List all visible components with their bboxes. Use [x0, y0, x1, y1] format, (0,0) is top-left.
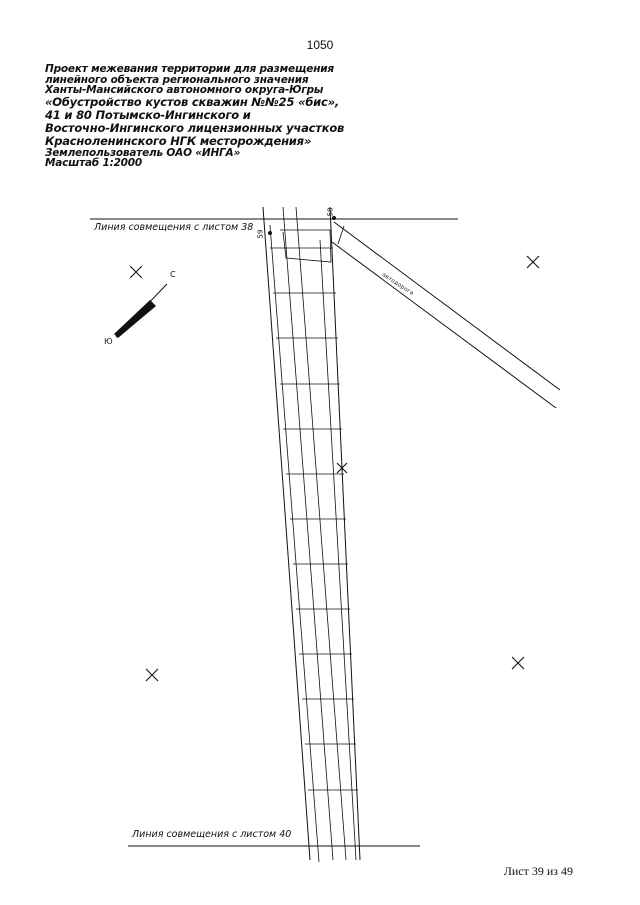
- title-line: Восточно-Ингинского лицензионных участков: [45, 120, 345, 135]
- match-line-label-top: Линия совмещения с листом 38: [94, 222, 254, 233]
- road-boundary: [338, 226, 344, 244]
- corridor-boundary-left-inner: [270, 225, 319, 862]
- corridor-line: [296, 207, 346, 860]
- compass-north-label: С: [170, 270, 176, 279]
- scale-line: Масштаб 1:2000: [45, 157, 142, 170]
- north-arrow-icon: [114, 284, 167, 338]
- match-line-label-bottom: Линия совмещения с листом 40: [132, 829, 292, 840]
- title-line: «Обустройство кустов скважин №№25 «бис»,: [45, 94, 340, 109]
- title-line: линейного объекта регионального значения: [45, 73, 309, 86]
- survey-point: [268, 231, 272, 235]
- point-label: 59: [256, 229, 265, 239]
- sheet-number: Лист 39 из 49: [503, 864, 573, 878]
- corridor-boundary-right-inner: [320, 240, 356, 860]
- page-number: 1050: [306, 38, 334, 52]
- corridor-line: [283, 207, 333, 860]
- survey-point: [332, 216, 336, 220]
- corridor-top-polygon: [280, 230, 331, 262]
- corridor-boundary-right: [330, 207, 360, 860]
- road-label: автодорога: [380, 272, 415, 297]
- corridor-grid: [270, 248, 358, 790]
- title-line: Проект межевания территории для размещения: [45, 63, 334, 75]
- grid-cross-marks: [130, 256, 539, 681]
- corridor-boundary-left: [263, 207, 310, 860]
- road-boundary: [334, 222, 560, 390]
- point-label: 58: [326, 207, 335, 217]
- title-line: Ханты-Мансийского автономного округа-Югры: [45, 84, 324, 97]
- compass-south-label: Ю: [104, 337, 113, 346]
- title-line: Красноленинского НГК месторождения»: [45, 133, 312, 148]
- title-line: Землепользователь ОАО «ИНГА»: [45, 146, 241, 159]
- road-boundary: [332, 242, 556, 408]
- title-line: 41 и 80 Потымско-Ингинского и: [45, 107, 251, 122]
